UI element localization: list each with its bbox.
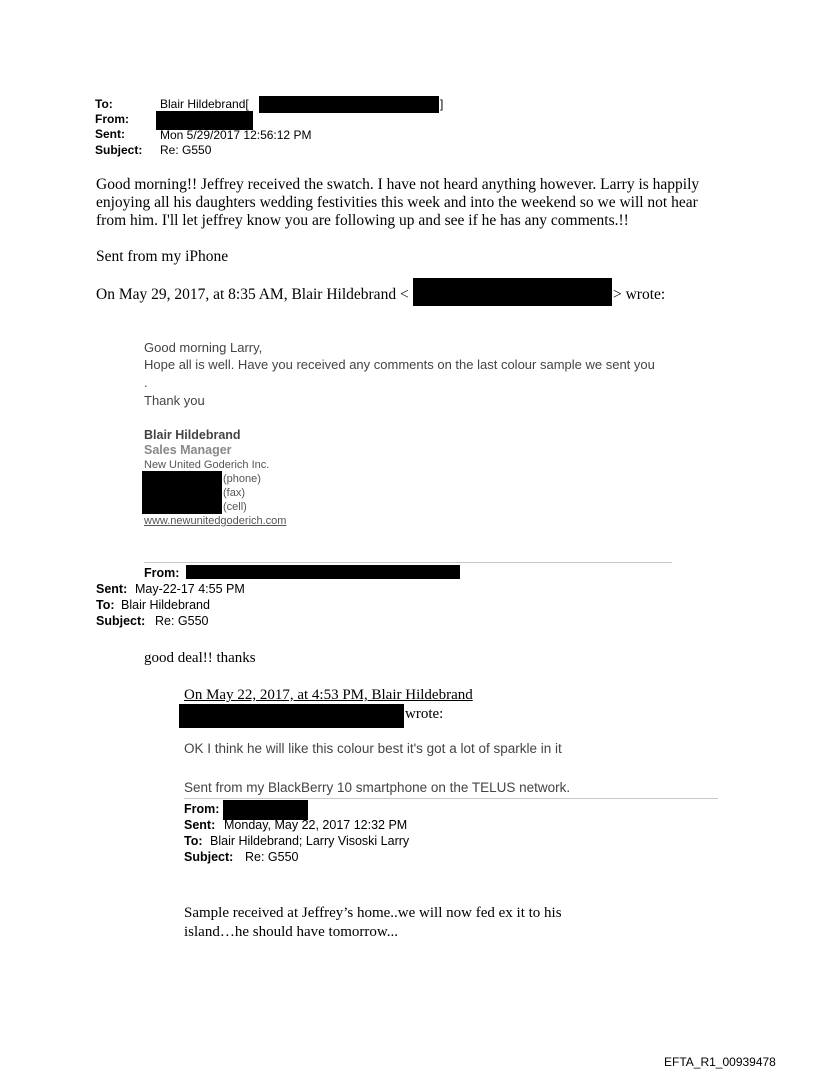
- q2-to-value: Blair Hildebrand; Larry Visoski Larry: [210, 834, 410, 848]
- q2-subject-label: Subject:: [184, 850, 234, 864]
- sent-value: Mon 5/29/2017 12:56:12 PM: [160, 128, 312, 142]
- quoted-text: Hope all is well. Have you received any comments on the last colour sample we sent you: [144, 357, 655, 372]
- signature-title: Sales Manager: [144, 443, 232, 457]
- q1-from-label: From:: [144, 566, 180, 580]
- reply-2-line-1: Sample received at Jeffrey’s home..we will now fed ex it to his: [184, 905, 562, 921]
- quoted-dot: .: [144, 375, 148, 390]
- redaction-to-email: [259, 96, 439, 113]
- q1-to-value: Blair Hildebrand: [121, 598, 210, 612]
- signature-website-link[interactable]: www.newunitedgoderich.com: [144, 515, 287, 527]
- reply-2-line-2: island…he should have tomorrow...: [184, 924, 398, 940]
- sent-label: Sent:: [95, 127, 125, 141]
- from-label: From:: [95, 112, 129, 126]
- signature-phone-label: (phone): [223, 473, 261, 485]
- q2-sent-label: Sent:: [184, 818, 216, 832]
- redaction-q2-email: [179, 704, 404, 728]
- to-value: Blair Hildebrand[: [160, 97, 249, 111]
- body-signoff: Sent from my iPhone: [96, 248, 229, 265]
- quoted-greeting: Good morning Larry,: [144, 340, 263, 355]
- signature-cell-label: (cell): [223, 501, 247, 513]
- quote-intro-pre: On May 29, 2017, at 8:35 AM, Blair Hildebrand <: [96, 286, 409, 303]
- q1-subject-label: Subject:: [96, 614, 146, 628]
- q1-subject-value: Re: G550: [155, 614, 209, 628]
- q2-subject-value: Re: G550: [245, 850, 299, 864]
- subject-label: Subject:: [95, 143, 143, 157]
- to-label: To:: [95, 97, 113, 111]
- quoted-2-text: OK I think he will like this colour best it's got a lot of sparkle in it: [184, 741, 562, 756]
- signature-name: Blair Hildebrand: [144, 428, 241, 442]
- quoted-2-wrote: wrote:: [405, 706, 444, 722]
- redaction-phone-numbers: [142, 471, 222, 514]
- quoted-thanks: Thank you: [144, 393, 205, 408]
- q2-sent-value: Monday, May 22, 2017 12:32 PM: [224, 818, 408, 832]
- q1-sent-value: May-22-17 4:55 PM: [135, 582, 245, 596]
- q2-from-label: From:: [184, 802, 220, 816]
- quote-intro-post: > wrote:: [613, 286, 666, 303]
- quoted-2-intro: On May 22, 2017, at 4:53 PM, Blair Hildebrand: [184, 687, 473, 703]
- quoted-divider-1: [144, 562, 672, 563]
- body-line-1: Good morning!! Jeffrey received the swatch. I have not heard anything however. Larry is happily: [96, 176, 700, 193]
- q1-to-label: To:: [96, 598, 115, 612]
- to-close-bracket: ]: [440, 97, 444, 111]
- quoted-divider-2: [184, 798, 718, 799]
- reply-1-text: good deal!! thanks: [144, 650, 256, 666]
- subject-value: Re: G550: [160, 143, 212, 157]
- q1-sent-label: Sent:: [96, 582, 128, 596]
- q2-to-label: To:: [184, 834, 203, 848]
- redaction-sender-email: [413, 278, 612, 306]
- redaction-q2-from: [223, 800, 308, 820]
- body-line-3: from him. I'll let jeffrey know you are following up and see if he has any comments.!!: [96, 212, 629, 229]
- body-line-2: enjoying all his daughters wedding festivities this week and into the weekend so we will not hear: [96, 194, 698, 211]
- quoted-2-signoff: Sent from my BlackBerry 10 smartphone on the TELUS network.: [184, 780, 571, 795]
- document-id: EFTA_R1_00939478: [664, 1055, 776, 1069]
- signature-company: New United Goderich Inc.: [144, 459, 270, 471]
- signature-fax-label: (fax): [223, 487, 245, 499]
- redaction-q1-from: [186, 565, 460, 579]
